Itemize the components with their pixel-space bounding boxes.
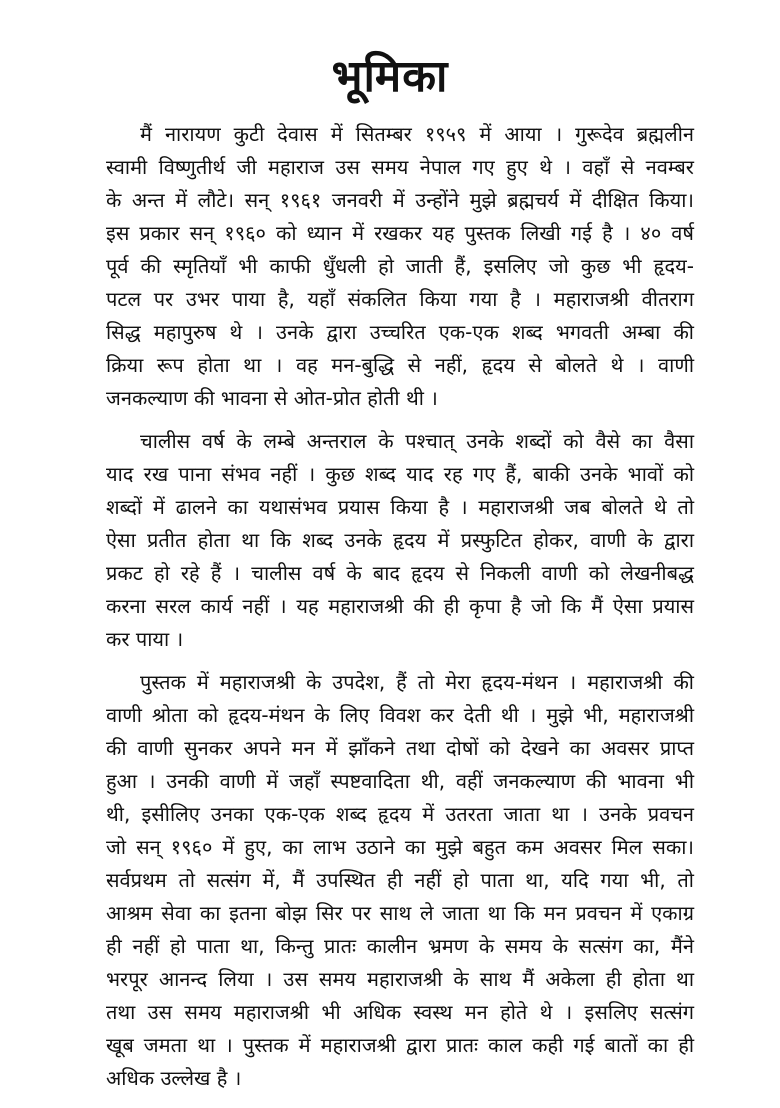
text-line: कर पाया । xyxy=(106,627,184,651)
paragraph xyxy=(106,425,694,656)
text-line: हुआ । उनकी वाणी में जहाँ स्पष्टवादिता थी, वहीं जनकल्याण की भावना भी xyxy=(106,769,694,793)
text-line: भरपूर आनन्द लिया । उस समय महाराजश्री के साथ मैं अकेला ही होता था xyxy=(106,967,694,991)
text-line: खूब जमता था । पुस्तक में महाराजश्री द्वारा प्रातः काल कही गई बातों का ही xyxy=(106,1033,694,1057)
text-line: अधिक उल्लेख है । xyxy=(106,1066,242,1090)
paragraph xyxy=(106,118,694,415)
text-line: वाणी श्रोता को हृदय-मंथन के लिए विवश कर देती थी । मुझे भी, महाराजश्री xyxy=(106,703,694,727)
text-line: करना सरल कार्य नहीं । यह महाराजश्री की ही कृपा है जो कि मैं ऐसा प्रयास xyxy=(106,594,694,618)
page-title: भूमिका xyxy=(331,51,449,102)
text-line: चालीस वर्ष के लम्बे अन्तराल के पश्चात् उनके शब्दों को वैसे का वैसा xyxy=(140,429,694,453)
text-line: मैं नारायण कुटी देवास में सितम्बर १९५९ में आया । गुरूदेव ब्रह्मलीन xyxy=(140,122,694,146)
text-line: की वाणी सुनकर अपने मन में झाँकने तथा दोषों को देखने का अवसर प्राप्त xyxy=(106,736,694,760)
text-line: सर्वप्रथम तो सत्संग में, मैं उपस्थित ही नहीं हो पाता था, यदि गया भी, तो xyxy=(106,868,694,892)
text-line: थी, इसीलिए उनका एक-एक शब्द हृदय में उतरता जाता था । उनके प्रवचन xyxy=(106,802,694,826)
text-line: जो सन् १९६० में हुए, का लाभ उठाने का मुझे बहुत कम अवसर मिल सका। xyxy=(106,835,694,859)
text-line: प्रकट हो रहे हैं । चालीस वर्ष के बाद हृदय से निकली वाणी को लेखनीबद्ध xyxy=(106,561,694,585)
text-line: के अन्त में लौटे। सन् १९६१ जनवरी में उन्होंने मुझे ब्रह्मचर्य में दीक्षित किया। xyxy=(106,188,694,212)
text-line: स्वामी विष्णुतीर्थ जी महाराज उस समय नेपाल गए हुए थे । वहाँ से नवम्बर xyxy=(106,155,694,179)
paragraph xyxy=(106,666,694,1095)
text-line: ऐसा प्रतीत होता था कि शब्द उनके हृदय में प्रस्फुटित होकर, वाणी के द्वारा xyxy=(106,528,694,552)
text-line: पटल पर उभर पाया है, यहाँ संकलित किया गया है । महाराजश्री वीतराग xyxy=(106,287,694,311)
text-line: तथा उस समय महाराजश्री भी अधिक स्वस्थ मन होते थे । इसलिए सत्संग xyxy=(106,1000,694,1024)
text-line: याद रख पाना संभव नहीं । कुछ शब्द याद रह गए हैं, बाकी उनके भावों को xyxy=(106,462,694,486)
text-line: आश्रम सेवा का इतना बोझ सिर पर साथ ले जाता था कि मन प्रवचन में एकाग्र xyxy=(106,901,694,925)
text-line: इस प्रकार सन् १९६० को ध्यान में रखकर यह पुस्तक लिखी गई है । ४० वर्ष xyxy=(106,221,694,245)
text-line: शब्दों में ढालने का यथासंभव प्रयास किया है । महाराजश्री जब बोलते थे तो xyxy=(106,495,694,519)
text-line: पूर्व की स्मृतियाँ भी काफी धुँधली हो जाती हैं, इसलिए जो कुछ भी हृदय- xyxy=(106,254,694,278)
text-line: सिद्ध महापुरुष थे । उनके द्वारा उच्चरित एक-एक शब्द भगवती अम्बा की xyxy=(106,320,694,344)
text-line: क्रिया रूप होता था । वह मन-बुद्धि से नहीं, हृदय से बोलते थे । वाणी xyxy=(106,353,694,377)
document-body xyxy=(106,118,694,1105)
text-line: पुस्तक में महाराजश्री के उपदेश, हैं तो मेरा हृदय-मंथन । महाराजश्री की xyxy=(140,670,694,694)
text-line: ही नहीं हो पाता था, किन्तु प्रातः कालीन भ्रमण के समय के सत्संग का, मैंने xyxy=(106,934,694,958)
text-line: जनकल्याण की भावना से ओत-प्रोत होती थी । xyxy=(106,386,438,410)
